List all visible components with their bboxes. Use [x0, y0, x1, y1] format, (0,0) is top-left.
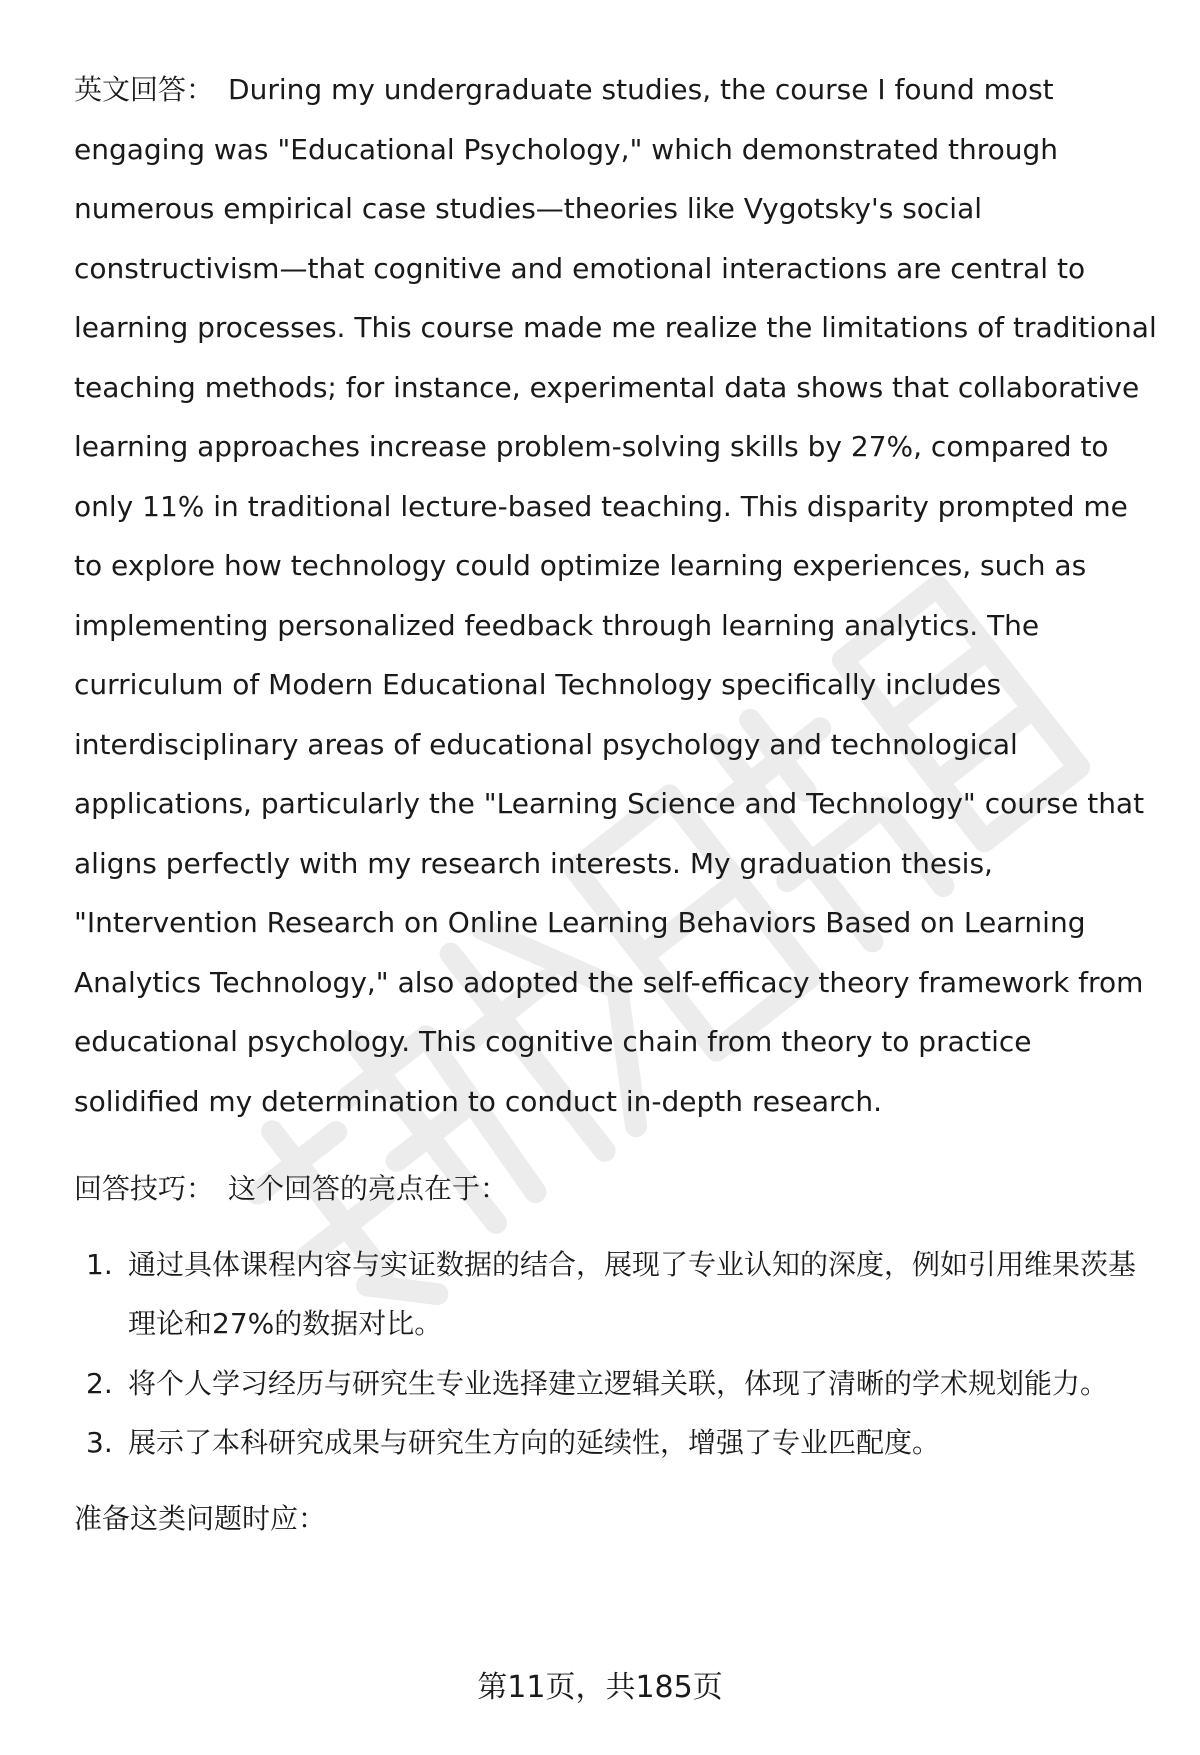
tips-intro: 这个回答的亮点在于： [228, 1172, 509, 1205]
list-item-number: 3. [86, 1426, 113, 1459]
list-item-number: 1. [86, 1247, 113, 1281]
tips-list [74, 1235, 1160, 1473]
page-number: 第11页，共185页 [477, 1670, 723, 1705]
list-item-text: 通过具体课程内容与实证数据的结合，展现了专业认知的深度，例如引用维果茨基理论和27%的数据对比。 [128, 1247, 1137, 1340]
tips-label: 回答技巧： [74, 1172, 215, 1205]
list-item-text: 展示了本科研究成果与研究生方向的延续性，增强了专业匹配度。 [128, 1426, 941, 1459]
english-answer-paragraph [74, 60, 1160, 1131]
tips-heading [74, 1159, 1160, 1219]
list-item-text: 将个人学习经历与研究生专业选择建立逻辑关联，体现了清晰的学术规划能力。 [128, 1366, 1109, 1400]
page-content [74, 60, 1160, 1548]
list-item [74, 1235, 1160, 1354]
answer-label: 英文回答： [74, 73, 215, 106]
list-item [74, 1354, 1160, 1414]
prep-heading: 准备这类问题时应： [74, 1501, 327, 1535]
list-item [74, 1413, 1160, 1473]
list-item-number: 2. [86, 1366, 113, 1400]
answer-text: During my undergraduate studies, the course I found most engaging was "Educational Psychology," which demonstrated through numerous empirical case studies—theories like Vygotsky's social constructivism—that cognitive and emotional interactions are central to learning processes. This course made me realize the limitations of traditional teaching methods; for instance, experimental data shows that collaborative learning approaches increase problem-solving skills by 27%, compared to only 11% in traditional lecture-based teaching. This disparity prompted me to explore how technology could optimize learning experiences, such as implementing personalized feedback through learning analytics. The curriculum of Modern Educational Technology specifically includes interdisciplinary areas of educational psychology and technological applications, particularly the "Learning Science and Technology" course that aligns perfectly with my research interests. My graduation thesis, "Intervention Research on Online Learning Behaviors Based on Learning Analytics Technology," also adopted the self-efficacy theory framework from educational psychology. This cognitive chain from theory to practice solidified my determination to conduct in-depth research. [74, 73, 1157, 1118]
